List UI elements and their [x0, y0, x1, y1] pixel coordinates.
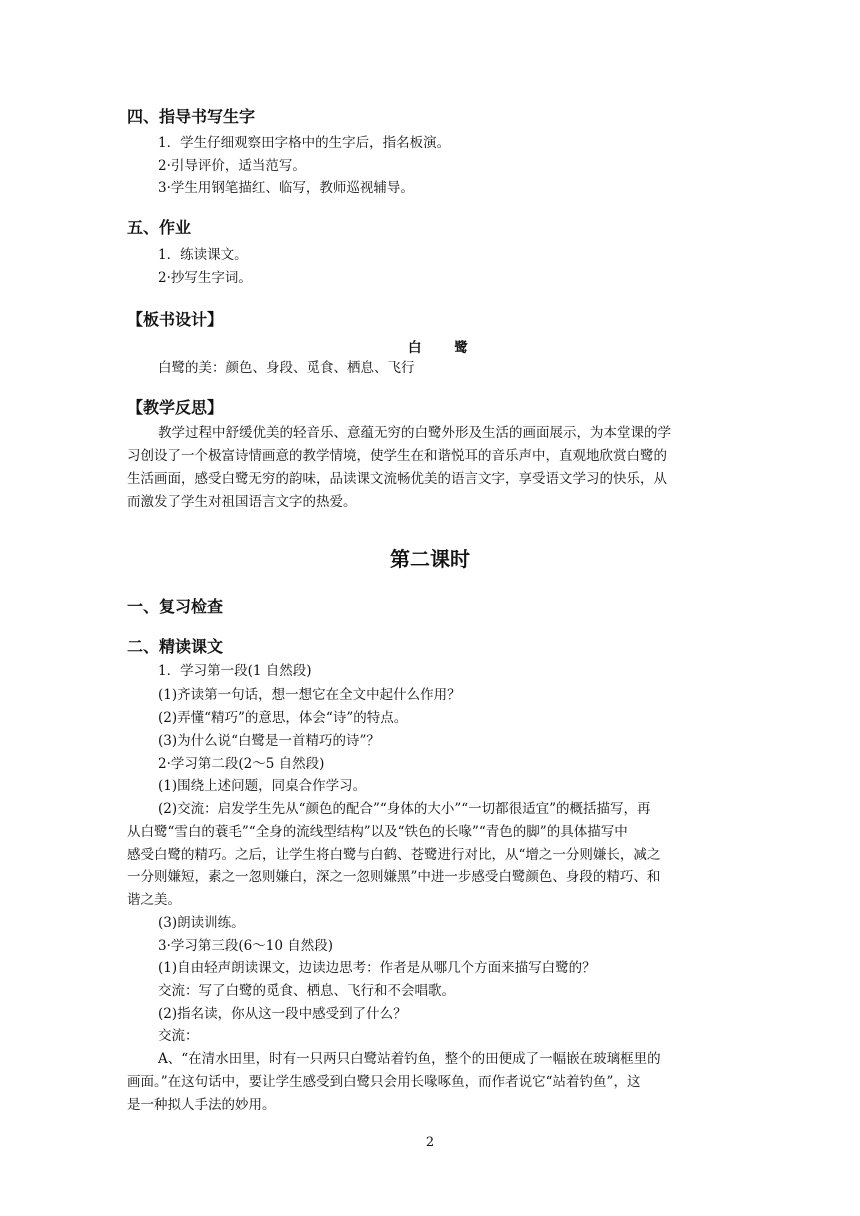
text-line: (1)围绕上述问题，同桌合作学习。 — [158, 778, 367, 794]
list-item: 1．学生仔细观察田字格中的生字后，指名板演。 — [158, 135, 451, 151]
section-heading-reading: 二、精读课文 — [127, 637, 224, 656]
reflection-heading: 【教学反思】 — [127, 398, 224, 417]
paragraph-line: 教学过程中舒缓优美的轻音乐、意蕴无穷的白鹭外形及生活的画面展示，为本堂课的学 — [158, 425, 671, 441]
text-line: 是一种拟人手法的妙用。 — [127, 1097, 276, 1113]
board-design-line: 白鹭的美：颜色、身段、觅食、栖息、飞行 — [158, 360, 415, 376]
text-line: 1．学习第一段(1 自然段) — [158, 663, 312, 679]
text-line: (1)齐读第一句话，想一想它在全文中起什么作用？ — [158, 687, 461, 703]
text-line: 一分则嫌短，素之一忽则嫌白，深之一忽则嫌黑”中进一步感受白鹭颜色、身段的精巧、和 — [127, 869, 661, 885]
paragraph-line: 而激发了学生对祖国语言文字的热爱。 — [127, 494, 357, 510]
text-line: 交流： — [158, 1028, 199, 1044]
list-item: 3·学生用钢笔描红、临写，教师巡视辅导。 — [158, 180, 414, 196]
text-line: (2)指名读，你从这一段中感受到了什么？ — [158, 1006, 407, 1022]
section-heading-homework: 五、作业 — [127, 218, 192, 237]
paragraph-line: 习创设了一个极富诗情画意的教学情境，使学生在和谐悦耳的音乐声中，直观地欣赏白鹭的 — [127, 448, 667, 464]
text-line: (3)为什么说“白鹭是一首精巧的诗”？ — [158, 733, 380, 749]
text-line: (1)自由轻声朗读课文，边读边思考：作者是从哪几个方面来描写白鹭的？ — [158, 960, 596, 976]
text-line: 画面。”在这句话中，要让学生感受到白鹭只会用长喙啄鱼，而作者说它“站着钓鱼”，这 — [127, 1074, 641, 1090]
board-design-subtitle: 白 鹭 — [408, 340, 482, 356]
paragraph-line: 生活画面，感受白鹭无穷的韵味，品读课文流畅优美的语言文字，享受语文学习的快乐，从 — [127, 471, 667, 487]
text-line: A、“在清水田里，时有一只两只白鹭站着钓鱼，整个的田便成了一幅嵌在玻璃框里的 — [158, 1051, 661, 1067]
text-line: 谐之美。 — [127, 892, 181, 908]
page-number: 2 — [425, 1135, 435, 1150]
text-line: 感受白鹭的精巧。之后，让学生将白鹭与白鹤、苍鹭进行对比，从“增之一分则嫌长，减之 — [127, 847, 661, 863]
text-line: (3)朗读训练。 — [158, 915, 245, 931]
text-line: 交流：写了白鹭的觅食、栖息、飞行和不会唱歌。 — [158, 983, 455, 999]
text-line: 从白鹭“雪白的蓑毛”“全身的流线型结构”以及“铁色的长喙”“青色的脚”的具体描写中 — [127, 824, 628, 840]
board-design-heading: 【板书设计】 — [127, 310, 224, 329]
section-heading-writing: 四、指导书写生字 — [127, 107, 256, 126]
list-item: 2·引导评价，适当范写。 — [158, 158, 306, 174]
list-item: 2·抄写生字词。 — [158, 270, 252, 286]
list-item: 1．练读课文。 — [158, 247, 248, 263]
text-line: (2)交流：启发学生先从“颜色的配合”“身体的大小”“一切都很适宜”的概括描写，再 — [158, 801, 651, 817]
text-line: 2·学习第二段(2～5 自然段) — [158, 756, 325, 772]
lesson-title: 第二课时 — [390, 547, 470, 571]
text-line: (2)弄懂“精巧”的意思，体会“诗”的特点。 — [158, 710, 408, 726]
section-heading-review: 一、复习检查 — [127, 597, 224, 616]
text-line: 3·学习第三段(6～10 自然段) — [158, 938, 333, 954]
